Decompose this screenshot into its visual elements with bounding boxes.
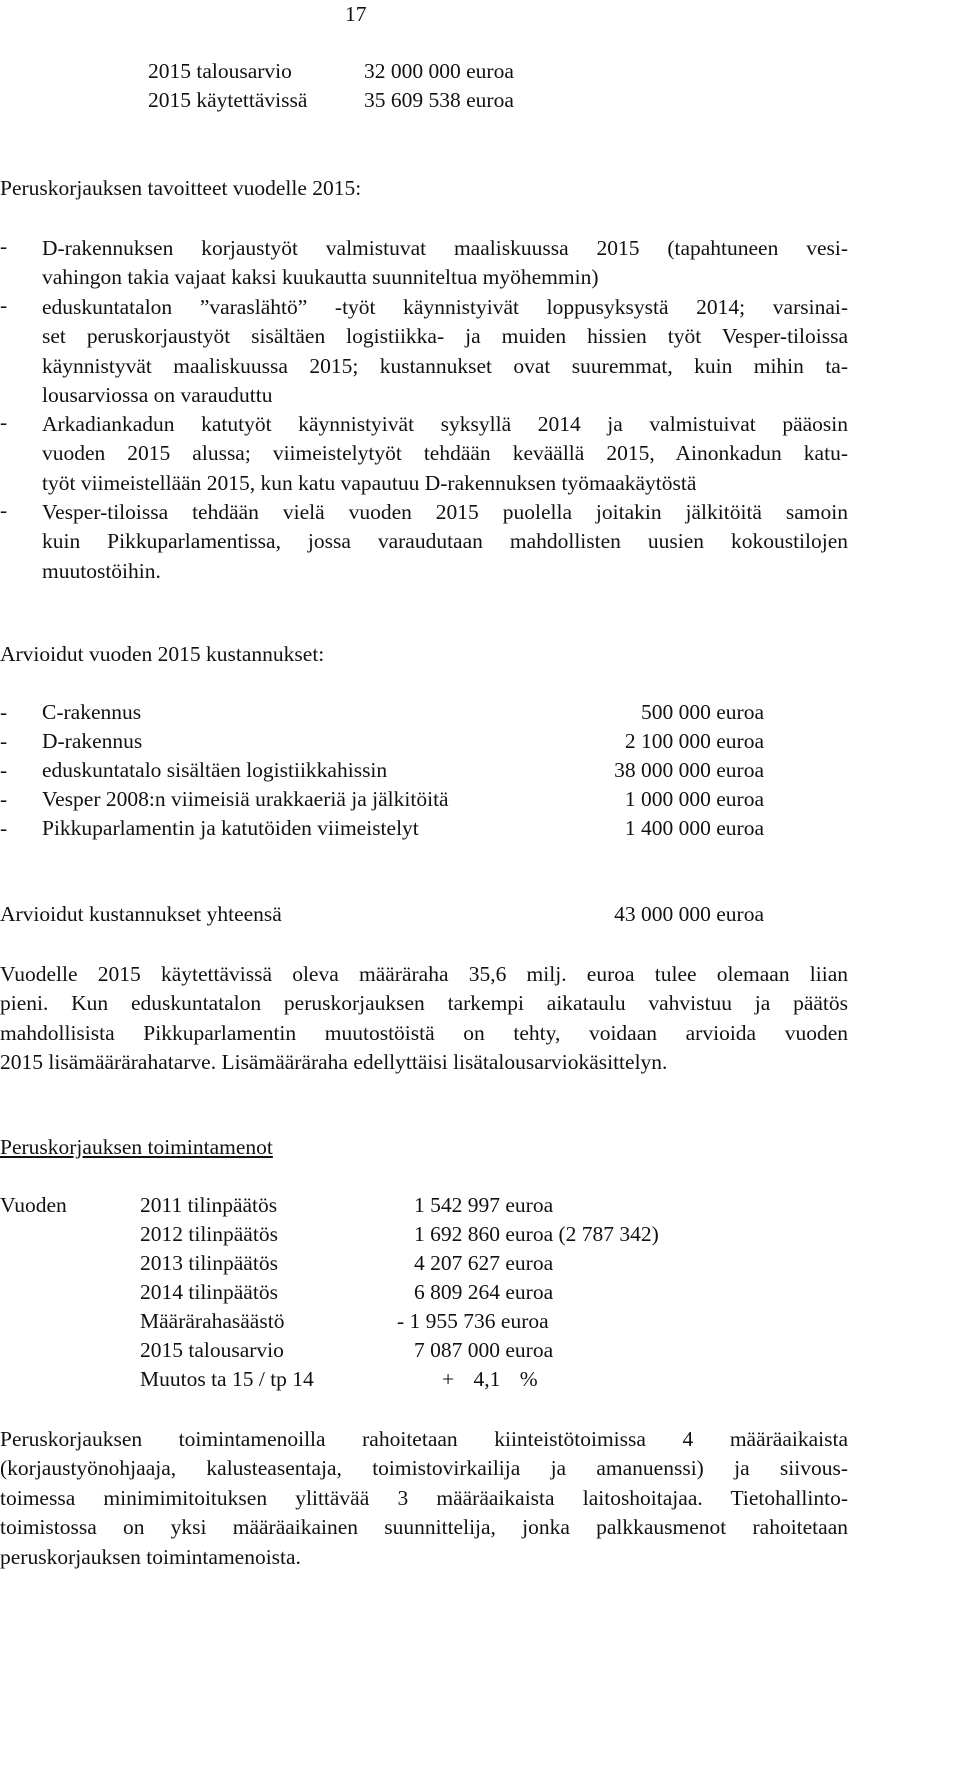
cost-label: Pikkuparlamentin ja katutöiden viimeistelyt	[42, 816, 419, 840]
list-bullet: -	[0, 758, 8, 782]
budget-value-1: 32 000 000 euroa	[364, 59, 514, 83]
text-line: kuin Pikkuparlamentissa, jossa varaudutaan mahdollisten uusien kokoustilojen	[42, 529, 848, 554]
budget-label-1: 2015 talousarvio	[148, 59, 292, 83]
operating-item-value: 1 542 997 euroa	[414, 1193, 554, 1217]
cost-label: C-rakennus	[42, 700, 142, 724]
text-line: pieni. Kun eduskuntatalon peruskorjauksen tarkempi aikataulu vahvistuu ja päätös	[0, 991, 848, 1016]
costs-heading: Arvioidut vuoden 2015 kustannukset:	[0, 642, 325, 666]
text-line: toimessa minimimitoituksen ylittävää 3 määräaikaista laitoshoitajaa. Tietohallinto-	[0, 1485, 848, 1510]
operating-item-value: 7 087 000 euroa	[414, 1338, 554, 1362]
text-line: käynnistyvät maaliskuussa 2015; kustannukset ovat suuremmat, kuin mihin ta-	[42, 353, 848, 378]
operating-item-label: Muutos ta 15 / tp 14	[140, 1367, 314, 1391]
list-bullet: -	[0, 293, 8, 317]
text-line: set peruskorjaustyöt sisältäen logistiikka- ja muiden hissien työt Vesper-tiloissa	[42, 324, 848, 349]
operating-item-value: 1 692 860 euroa (2 787 342)	[414, 1222, 659, 1246]
list-item	[42, 234, 848, 293]
operating-item-value: + 4,1 %	[442, 1367, 538, 1391]
cost-value: 2 100 000 euroa	[624, 729, 764, 753]
list-bullet: -	[0, 234, 8, 258]
text-line: 2015 lisämäärärahatarve. Lisämääräraha edellyttäisi lisätalousarviokäsittelyn.	[0, 1050, 668, 1075]
text-line: D-rakennuksen korjaustyöt valmistuvat maaliskuussa 2015 (tapahtuneen vesi-	[42, 236, 848, 260]
budget-label-2: 2015 käytettävissä	[148, 88, 308, 112]
operating-item-label: 2011 tilinpäätös	[140, 1193, 278, 1217]
list-bullet: -	[0, 787, 8, 811]
list-bullet: -	[0, 816, 8, 840]
cost-label: D-rakennus	[42, 729, 143, 753]
text-line: (korjaustyönohjaaja, kalusteasentaja, toimistovirkailija ja amanuenssi) ja siivous-	[0, 1456, 848, 1481]
operating-item-label: Määrärahasäästö	[140, 1309, 285, 1333]
text-line: mahdollisista Pikkuparlamentin muutostöistä on tehty, voidaan arvioida vuoden	[0, 1020, 848, 1045]
text-line: eduskuntatalon ”varaslähtö” -työt käynnistyivät loppusyksystä 2014; varsinai-	[42, 295, 848, 319]
text-line: peruskorjauksen toimintamenoista.	[0, 1544, 301, 1569]
text-line: vuoden 2015 alussa; viimeistelytyöt tehdään keväällä 2015, Ainonkadun katu-	[42, 441, 848, 466]
operating-item-value: 4 207 627 euroa	[414, 1251, 554, 1275]
list-item	[42, 498, 848, 586]
list-bullet: -	[0, 700, 8, 724]
text-line: Vuodelle 2015 käytettävissä oleva määräraha 35,6 milj. euroa tulee olemaan liian	[0, 962, 848, 986]
staff-paragraph	[0, 1425, 848, 1572]
cost-value: 500 000 euroa	[641, 700, 764, 724]
operating-row-label: Vuoden	[0, 1193, 67, 1217]
list-bullet: -	[0, 729, 8, 753]
cost-value: 1 000 000 euroa	[624, 787, 764, 811]
goals-heading: Peruskorjauksen tavoitteet vuodelle 2015:	[0, 176, 362, 200]
text-line: työt viimeistellään 2015, kun katu vapautuu D-rakennuksen työmaakäytöstä	[42, 470, 697, 495]
text-line: Peruskorjauksen toimintamenoilla rahoitetaan kiinteistötoimissa 4 määräaikaista	[0, 1427, 848, 1451]
text-line: Arkadiankadun katutyöt käynnistyivät syksyllä 2014 ja valmistuivat pääosin	[42, 412, 848, 436]
text-line: toimistossa on yksi määräaikainen suunnittelija, jonka palkkausmenot rahoitetaan	[0, 1515, 848, 1540]
text-line: muutostöihin.	[42, 558, 161, 583]
cost-value: 1 400 000 euroa	[624, 816, 764, 840]
text-line: vahingon takia vajaat kaksi kuukautta suunniteltua myöhemmin)	[42, 265, 599, 290]
list-item	[42, 410, 848, 498]
text-line: Vesper-tiloissa tehdään vielä vuoden 2015 puolella joitakin jälkitöitä samoin	[42, 500, 848, 524]
list-bullet: -	[0, 410, 8, 434]
cost-label: eduskuntatalo sisältäen logistiikkahissin	[42, 758, 388, 782]
operating-item-label: 2013 tilinpäätös	[140, 1251, 278, 1275]
list-item	[42, 293, 848, 411]
operating-item-value: - 1 955 736 euroa	[397, 1309, 549, 1333]
operating-item-label: 2012 tilinpäätös	[140, 1222, 278, 1246]
list-bullet: -	[0, 498, 8, 522]
operating-item-label: 2015 talousarvio	[140, 1338, 284, 1362]
operating-heading: Peruskorjauksen toimintamenot	[0, 1135, 273, 1159]
operating-item-label: 2014 tilinpäätös	[140, 1280, 278, 1304]
costs-total-label: Arvioidut kustannukset yhteensä	[0, 902, 282, 926]
cost-value: 38 000 000 euroa	[614, 758, 764, 782]
budget-value-2: 35 609 538 euroa	[364, 88, 514, 112]
page-number: 17	[345, 2, 367, 26]
funding-paragraph	[0, 960, 848, 1078]
operating-item-value: 6 809 264 euroa	[414, 1280, 554, 1304]
costs-total-value: 43 000 000 euroa	[614, 902, 764, 926]
cost-label: Vesper 2008:n viimeisiä urakkaeriä ja jälkitöitä	[42, 787, 449, 811]
text-line: lousarviossa on varauduttu	[42, 383, 273, 408]
